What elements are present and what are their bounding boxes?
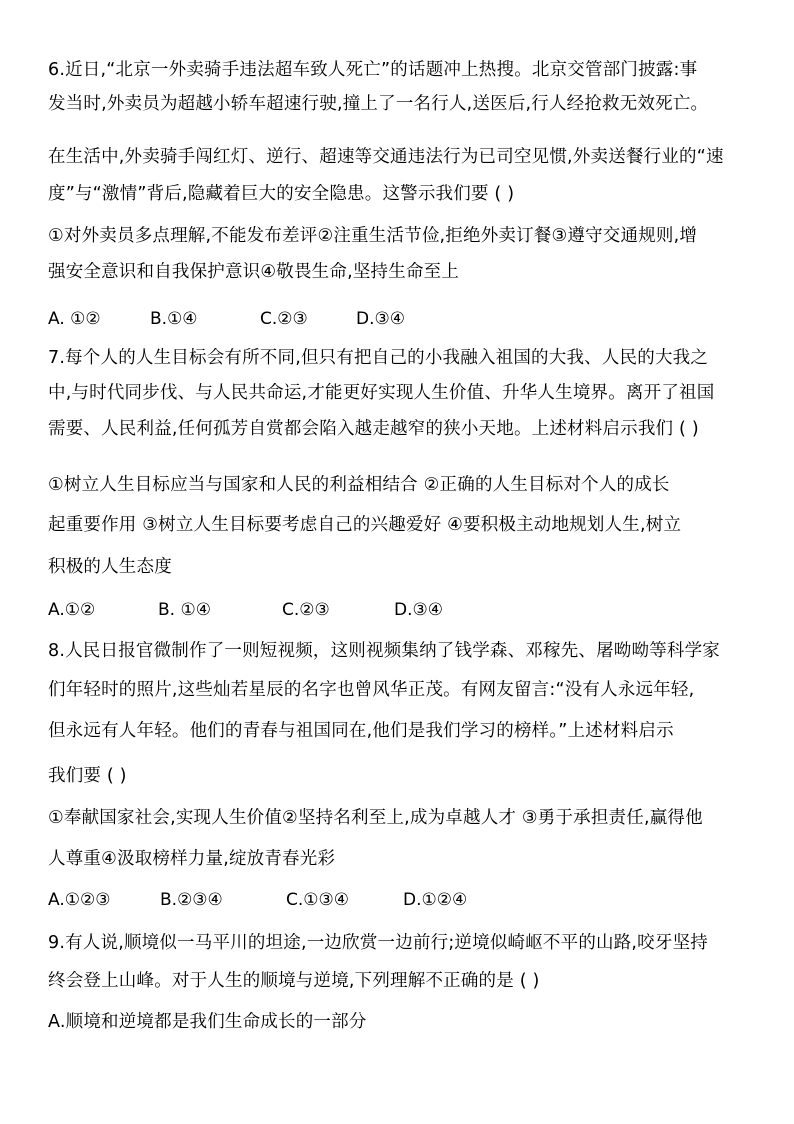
question-6-line-4: 度”与“激情”背后,隐藏着巨大的安全隐患。这警示我们要 ( ) [48, 184, 515, 204]
question-8-line-3: 但永远有人年轻。他们的青春与祖国同在,他们是我们学习的榜样。”上述材料启示 [48, 721, 674, 741]
option-a: A.①② [48, 600, 96, 620]
question-9-line-1: 9.有人说,顺境似一马平川的坦途,一边欣赏一边前行;逆境似崎岖不平的山路,咬牙坚持 [48, 933, 708, 953]
option-b: B.①④ [150, 309, 198, 329]
question-6-line-6: 强安全意识和自我保护意识④敬畏生命,坚持生命至上 [48, 262, 460, 282]
question-7-line-1: 7.每个人的人生目标会有所不同,但只有把自己的小我融入祖国的大我、人民的大我之 [48, 348, 709, 368]
option-d: D.③④ [394, 600, 443, 620]
option-a: A. ①② [48, 309, 101, 329]
question-6-line-2: 发当时,外卖员为超越小轿车超速行驶,撞上了一名行人,送医后,行人经抢救无效死亡。 [48, 94, 709, 114]
option-c: C.②③ [260, 309, 308, 329]
question-7-line-3: 需要、人民利益,任何孤芳自赏都会陷入越走越窄的狭小天地。上述材料启示我们 ( ) [48, 419, 699, 439]
option-b: B. ①④ [158, 600, 211, 620]
question-9-line-2: 终会登上山峰。对于人生的顺境与逆境,下列理解不正确的是 ( ) [48, 971, 540, 991]
option-d: D.③④ [356, 309, 405, 329]
question-8-line-2: 们年轻时的照片,这些灿若星辰的名字也曾风华正茂。有网友留言:“没有人永远年轻, [48, 680, 695, 700]
question-9-line-3: A.顺境和逆境都是我们生命成长的一部分 [48, 1012, 367, 1032]
question-8-line-4: 我们要 ( ) [48, 766, 127, 786]
option-c: C.①③④ [286, 890, 349, 910]
question-8-line-1: 8.人民日报官微制作了一则短视频，这则视频集纳了钱学森、邓稼先、屠呦呦等科学家 [48, 641, 720, 661]
question-7-line-6: 积极的人生态度 [48, 557, 172, 577]
question-6-line-5: ①对外卖员多点理解,不能发布差评②注重生活节俭,拒绝外卖订餐③遵守交通规则,增 [48, 226, 698, 246]
question-8-line-5: ①奉献国家社会,实现人生价值②坚持名利至上,成为卓越人才 ③勇于承担责任,赢得他 [48, 808, 703, 828]
option-a: A.①②③ [48, 890, 111, 910]
question-6-line-1: 6.近日,“北京一外卖骑手违法超车致人死亡”的话题冲上热搜。北京交管部门披露:事 [48, 60, 698, 80]
option-b: B.②③④ [160, 890, 223, 910]
question-7-line-4: ①树立人生目标应当与国家和人民的利益相结合 ②正确的人生目标对个人的成长 [48, 475, 670, 495]
question-6-line-3: 在生活中,外卖骑手闯红灯、逆行、超速等交通违法行为已司空见惯,外卖送餐行业的“速 [48, 147, 724, 167]
question-8-line-6: 人尊重④汲取榜样力量,绽放青春光彩 [48, 849, 336, 869]
question-7-line-5: 起重要作用 ③树立人生目标要考虑自己的兴趣爱好 ④要积极主动地规划人生,树立 [48, 515, 682, 535]
option-d: D.①②④ [403, 890, 468, 910]
option-c: C.②③ [282, 600, 330, 620]
question-7-line-2: 中,与时代同步伐、与人民共命运,才能更好实现人生价值、升华人生境界。离开了祖国 [48, 383, 715, 403]
